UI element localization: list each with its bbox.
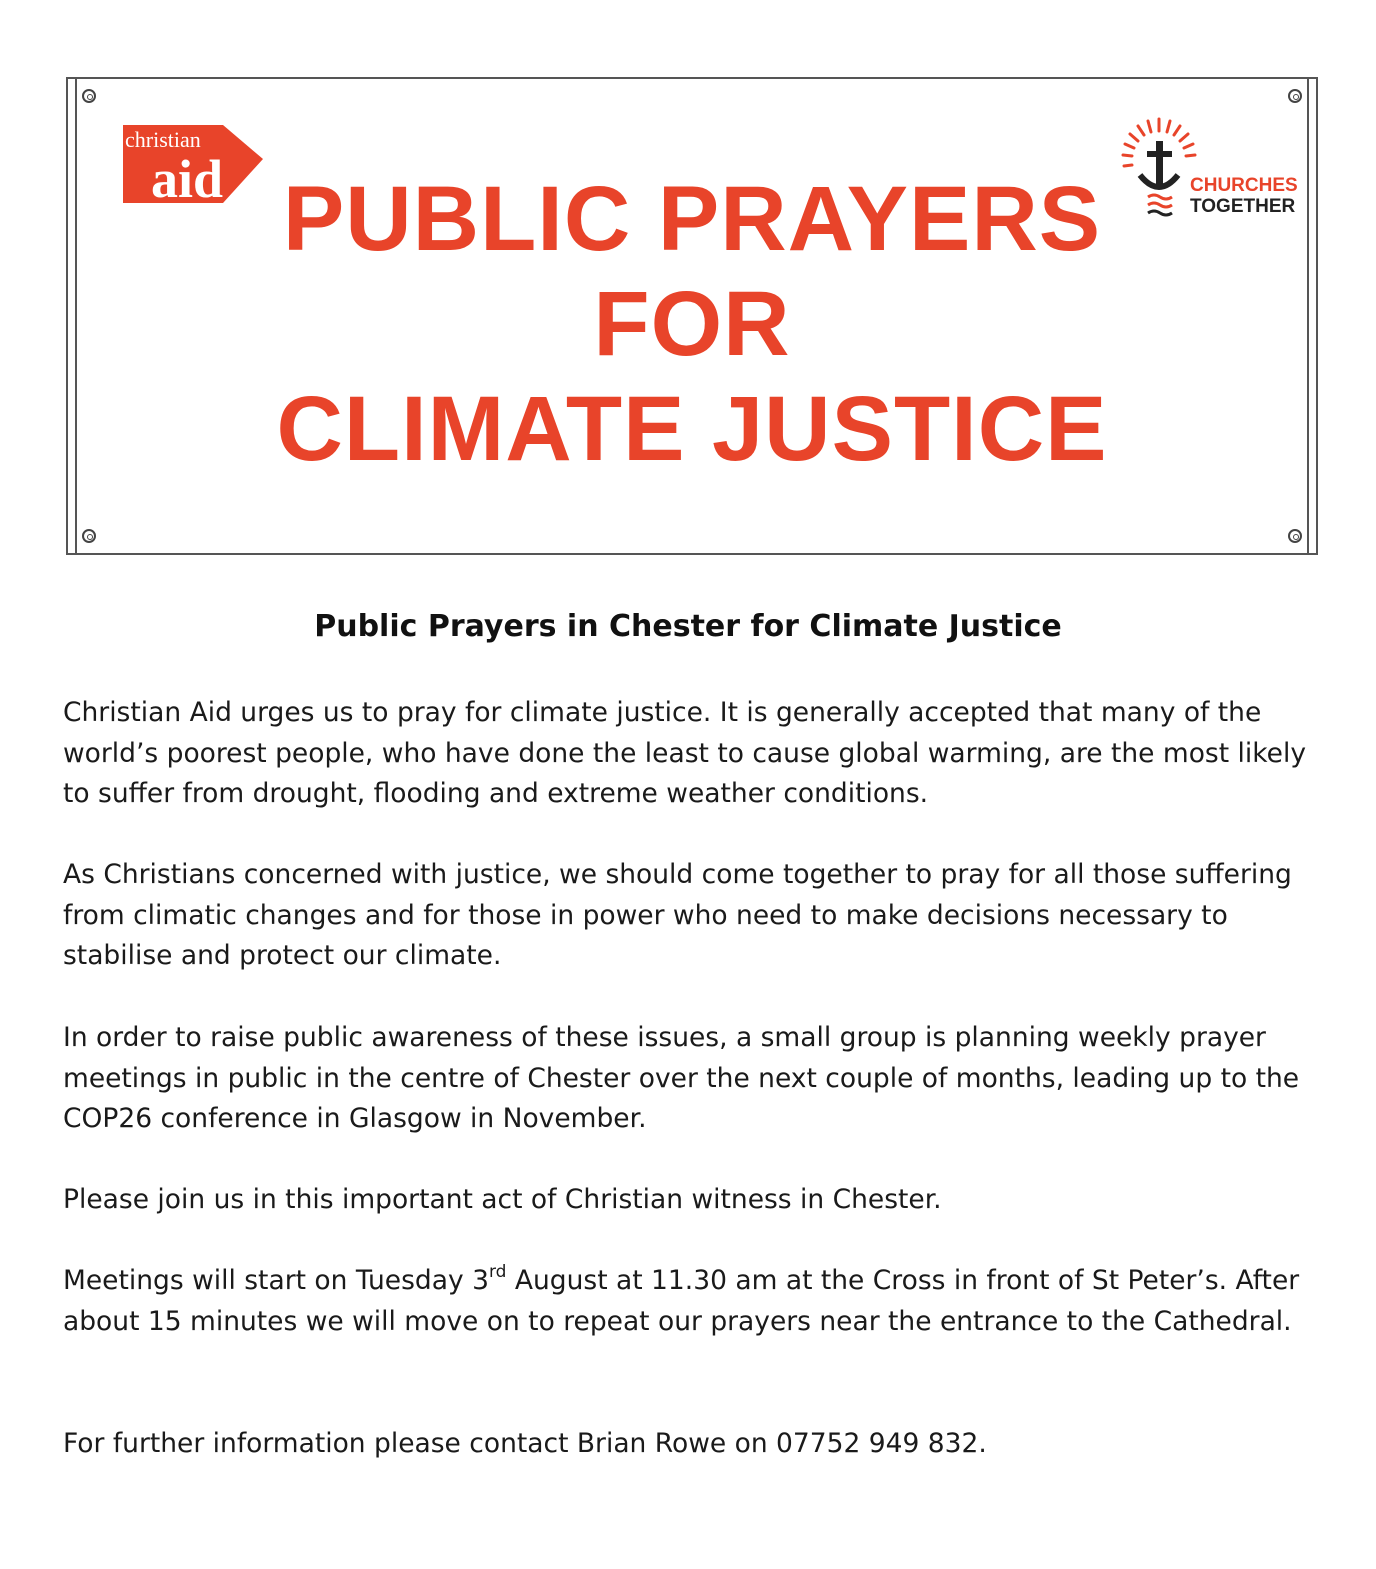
banner-heading-line-2: FOR: [593, 273, 791, 375]
banner-heading-line-1: PUBLIC PRAYERS: [282, 168, 1102, 270]
grommet-icon: [82, 89, 96, 103]
banner-heading: [218, 167, 1166, 482]
paragraph-justice: As Christians concerned with justice, we should come together to pray for all those suffering from climatic changes and for those in power who need to make decisions necessary to stabilise and protect our climate.: [63, 859, 1292, 971]
document-title: Public Prayers in Chester for Climate Justice: [314, 609, 1062, 644]
paragraph-meetings: [63, 1261, 1333, 1342]
grommet-icon: [1288, 89, 1302, 103]
cross-icon: [1140, 141, 1178, 215]
paragraph-contact: For further information please contact Brian Rowe on 07752 949 832.: [63, 1428, 987, 1459]
grommet-icon: [1288, 529, 1302, 543]
banner-heading-line-3: CLIMATE JUSTICE: [276, 378, 1108, 480]
churches-together-logo-line-2: TOGETHER: [1190, 196, 1296, 217]
banner: [66, 77, 1318, 555]
grommet-icon: [82, 529, 96, 543]
paragraph-invitation: Please join us in this important act of Christian witness in Chester.: [63, 1184, 942, 1215]
meetings-text-end: August at 11.30 am at the Cross in front of St Peter’s. After about 15 minutes we will move on to repeat our prayers near the entrance to the Cathedral.: [63, 1265, 1300, 1337]
meetings-text-start: Meetings will start on Tuesday 3: [63, 1265, 489, 1296]
churches-together-logo-line-1: CHURCHES: [1190, 175, 1298, 196]
date-ordinal-suffix: rd: [488, 1262, 507, 1283]
churches-together-logo: [1114, 113, 1298, 233]
paragraph-awareness: In order to raise public awareness of these issues, a small group is planning weekly prayer meetings in public in the centre of Chester over the next couple of months, leading up to the COP26 conference in Glasgow in November.: [63, 1022, 1300, 1134]
paragraph-intro: Christian Aid urges us to pray for climate justice. It is generally accepted that many of the world’s poorest people, who have done the least to cause global warming, are the most likely to suffer from drought, flooding and extreme weather conditions.: [63, 697, 1307, 809]
christian-aid-logo-top-text: christian: [125, 127, 201, 152]
christian-aid-logo-main-text: aid: [151, 149, 224, 209]
